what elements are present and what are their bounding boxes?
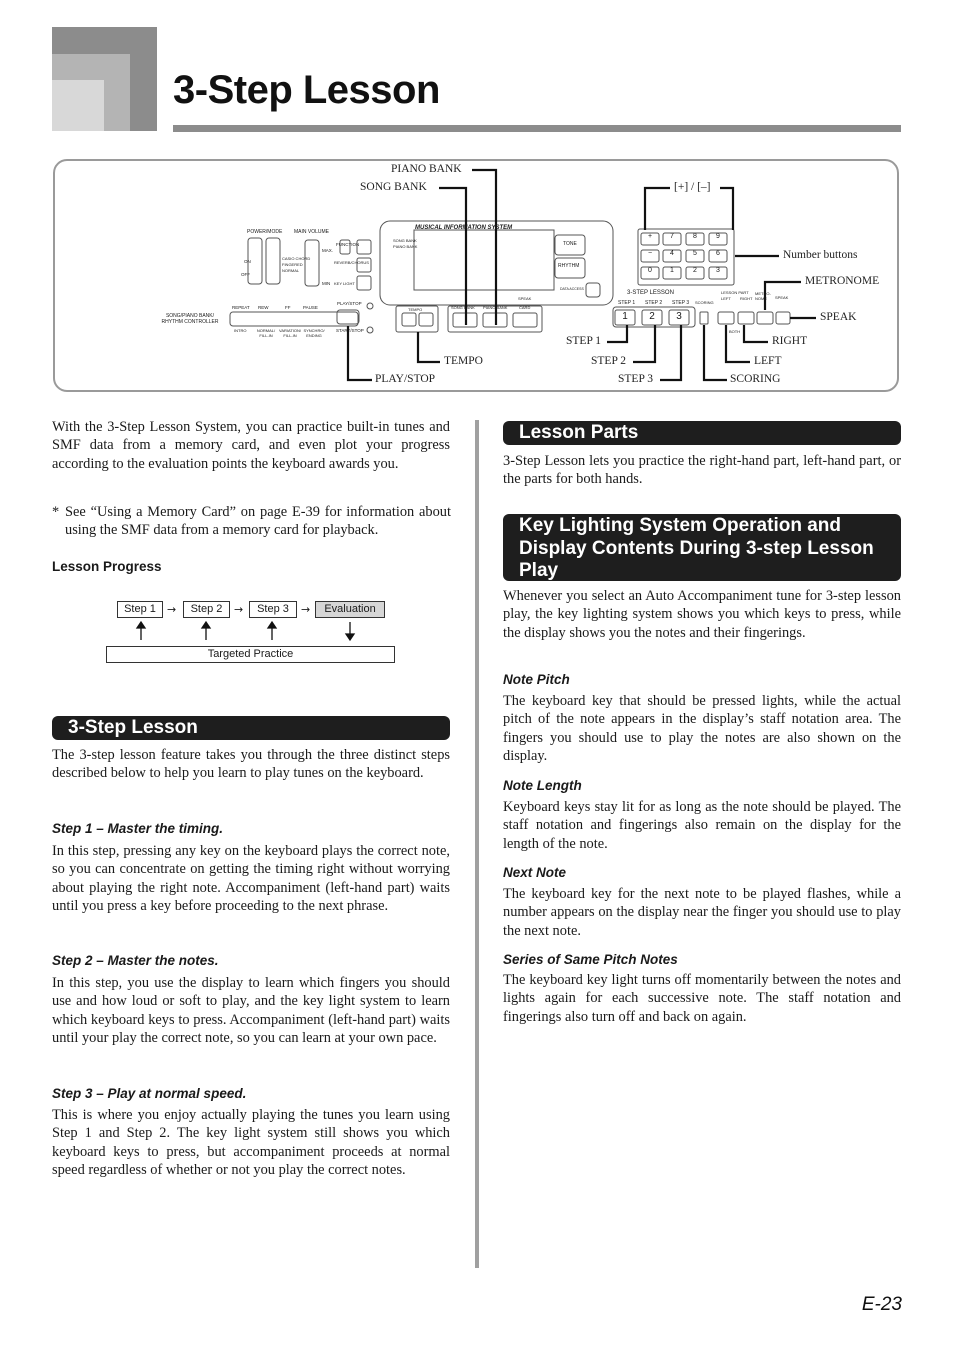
numpad-key-9[interactable]: 9 — [716, 233, 720, 240]
panel-label-variation-fill: VARIATION/ FILL-IN — [278, 328, 302, 338]
panel-label-metronome: METRO-NOME — [755, 291, 771, 301]
note-length-text: Keyboard keys stay lit for as long as the note should be played. The staff notation and fingerings also remain on the display for the length of the note. — [503, 799, 901, 852]
section-intro: The 3-step lesson feature takes you through the three distinct steps described below to help you learn to play tunes on the keyboard. — [52, 747, 450, 782]
next-note-text: The keyboard key for the next note to be played flashes, while a number appears on the display near the finger you should use to play the next note. — [503, 886, 901, 939]
panel-label-data-access: DATA ACCESS — [560, 287, 584, 291]
page-number: E-23 — [861, 1294, 902, 1315]
panel-label-piano-bank-btn: PIANO BANK — [483, 305, 508, 310]
panel-label-repeat: REPEAT — [232, 305, 250, 310]
panel-label-reverb: REVERB/CHORUS — [334, 260, 369, 265]
numpad-key-6[interactable]: 6 — [716, 250, 720, 257]
panel-label-speak: SPEAK — [518, 296, 532, 301]
note-length-heading: Note Length — [503, 778, 582, 793]
flow-step-1: Step 1 — [117, 601, 163, 618]
panel-label-pause: PAUSE — [303, 305, 318, 310]
next-note-heading: Next Note — [503, 865, 567, 880]
panel-label-song-bank: SONG BANK — [393, 238, 417, 243]
keyboard-panel-illustration — [0, 0, 954, 400]
panel-label-lesson-part: LESSON PART — [721, 290, 749, 295]
column-divider — [475, 420, 479, 1268]
step2-button[interactable]: 2 — [649, 311, 655, 322]
panel-label-tempo: TEMPO — [408, 307, 423, 312]
panel-label-synchro: SYNCHRO/ ENDING — [303, 328, 325, 338]
panel-label-min: MIN — [322, 281, 331, 286]
callout-scoring: SCORING — [730, 373, 781, 385]
numpad-key-2[interactable]: 2 — [693, 267, 697, 274]
note-pitch-text: The keyboard key that should be pressed lights, while the actual pitch of the note appears in the display’s staff notation area. The fingers you should use to play the notes are also shown on the display. — [503, 693, 901, 765]
panel-label-power-mode: POWER/MODE — [247, 229, 283, 235]
numpad-key-7[interactable]: 7 — [670, 233, 674, 240]
callout-step2: STEP 2 — [591, 355, 627, 367]
callout-number-buttons: Number buttons — [783, 249, 858, 261]
step1-button[interactable]: 1 — [622, 311, 628, 322]
flow-evaluation: Evaluation — [315, 601, 385, 618]
step1-heading: Step 1 – Master the timing. — [52, 821, 224, 836]
flow-arrow: → — [167, 603, 177, 616]
panel-label-step1: STEP 1 — [618, 300, 636, 306]
callout-piano-bank: PIANO BANK — [391, 163, 462, 175]
memory-card-note: See “Using a Memory Card” on page E-39 for information about using the SMF data from a memory card for playback. — [65, 504, 451, 539]
callout-song-bank: SONG BANK — [360, 181, 427, 193]
panel-label-scoring: SCORING — [695, 300, 714, 305]
callout-right: RIGHT — [772, 335, 808, 347]
panel-label-left: LEFT — [721, 296, 731, 301]
panel-label-function: FUNCTION — [336, 242, 360, 247]
numpad-key-0[interactable]: 0 — [648, 267, 652, 274]
lesson-progress-heading: Lesson Progress — [52, 559, 162, 574]
step3-heading: Step 3 – Play at normal speed. — [52, 1086, 247, 1101]
panel-label-max: MAX. — [322, 248, 334, 253]
panel-label-fingered: FINGERED — [282, 262, 303, 267]
panel-label-play-stop: PLAY/STOP — [337, 301, 362, 306]
flow-step-3: Step 3 — [249, 601, 297, 618]
flow-targeted-practice: Targeted Practice — [106, 646, 395, 663]
panel-label-controller: SONG/PIANO BANK/ RHYTHM CONTROLLER — [161, 313, 219, 325]
note-pitch-heading: Note Pitch — [503, 672, 570, 687]
key-lighting-text: Whenever you select an Auto Accompaniment tune for 3-step lesson play, the key lighting system shows you which keys to press, while the display shows you the notes and their fingerings. — [503, 588, 901, 641]
series-heading: Series of Same Pitch Notes — [503, 952, 678, 967]
step1-text: In this step, pressing any key on the keyboard plays the correct note, so you can concentrate on getting the timing right without worrying about playing the right note. Accompaniment (left-hand part) waits until you press a key before proceeding to the next phrase. — [52, 843, 450, 915]
panel-label-both: BOTH — [729, 329, 741, 334]
flow-arrow: → — [234, 603, 244, 616]
panel-label-song-bank-btn: SONG BANK — [451, 305, 475, 310]
numpad-key-plus[interactable]: + — [647, 233, 653, 240]
numpad-key-4[interactable]: 4 — [670, 250, 674, 257]
series-text: The keyboard key light turns off momentarily between the notes and lights again for each successive note. The staff notation and fingerings also turn off and back on again. — [503, 972, 901, 1025]
panel-label-casio-chord: CASIO CHORD — [282, 256, 311, 261]
note-asterisk: * — [52, 504, 60, 520]
callout-tempo: TEMPO — [444, 355, 483, 367]
intro-paragraph: With the 3-Step Lesson System, you can practice built-in tunes and SMF data from a memory card, and even plot your progress according to the evaluation points the keyboard awards you. — [52, 419, 450, 472]
panel-label-speak-btn: SPEAK — [775, 295, 789, 300]
panel-label-right: RIGHT — [740, 296, 753, 301]
step2-heading: Step 2 – Master the notes. — [52, 953, 219, 968]
panel-label-piano-bank: PIANO BANK — [393, 244, 418, 249]
panel-label-ff: FF — [285, 305, 291, 310]
callout-step1: STEP 1 — [566, 335, 602, 347]
panel-label-step3: STEP 3 — [672, 300, 690, 306]
panel-label-rew: REW — [258, 305, 269, 310]
panel-label-start-stop: START/STOP — [336, 328, 364, 333]
numpad-key-5[interactable]: 5 — [693, 250, 697, 257]
panel-label-off: OFF — [241, 272, 250, 277]
callout-left: LEFT — [754, 355, 782, 367]
panel-label-main-volume: MAIN VOLUME — [294, 229, 330, 235]
callout-plus-minus: [+] / [–] — [674, 181, 711, 193]
numpad-key-1[interactable]: 1 — [670, 267, 674, 274]
numpad-key-8[interactable]: 8 — [693, 233, 697, 240]
page-title: 3-Step Lesson — [173, 68, 440, 112]
panel-label-step-lesson: 3-STEP LESSON — [627, 290, 674, 296]
callout-metronome: METRONOME — [805, 275, 880, 287]
lesson-parts-text: 3-Step Lesson lets you practice the right-hand part, left-hand part, or the parts for both hands. — [503, 453, 901, 488]
flow-step-2: Step 2 — [183, 601, 230, 618]
section-heading-3-step-lesson: 3-Step Lesson — [52, 716, 450, 740]
step3-button[interactable]: 3 — [676, 311, 682, 322]
callout-play-stop: PLAY/STOP — [375, 373, 436, 385]
panel-label-rhythm: RHYTHM — [558, 263, 580, 269]
panel-label-key-light: KEY LIGHT — [334, 281, 355, 286]
panel-label-step2: STEP 2 — [645, 300, 663, 306]
panel-label-normal: NORMAL — [282, 268, 300, 273]
step3-text: This is where you enjoy actually playing the tunes you learn using Step 1 and Step 2. The key light system still shows you which keyboard keys to press, but accompaniment proceeds at normal speed regardless of whether or not you play the correct notes. — [52, 1107, 450, 1179]
panel-label-tone: TONE — [563, 241, 577, 247]
panel-label-normal-fill: NORMAL/ FILL-IN — [256, 328, 276, 338]
panel-label-intro: INTRO — [234, 328, 247, 333]
callout-speak: SPEAK — [820, 311, 857, 323]
key-lighting-heading: Key Lighting System Operation and Display Contents During 3-step Lesson Play — [503, 514, 901, 581]
numpad-key-minus[interactable]: − — [647, 250, 653, 257]
lesson-parts-heading: Lesson Parts — [503, 421, 901, 445]
callout-step3: STEP 3 — [618, 373, 654, 385]
panel-label-card: CARD — [519, 305, 531, 310]
flow-arrow: → — [301, 603, 311, 616]
display-brand: MUSICAL INFORMATION SYSTEM — [415, 225, 513, 231]
panel-label-on: ON — [244, 259, 251, 264]
step2-text: In this step, you use the display to learn which fingers you should use and how loud or soft to play, and the key light system to learn which keyboard keys to press. Accompaniment (left-hand part) waits until your play the correct note, so you can learn at your own pace. — [52, 975, 450, 1047]
numpad-key-3[interactable]: 3 — [716, 267, 720, 274]
